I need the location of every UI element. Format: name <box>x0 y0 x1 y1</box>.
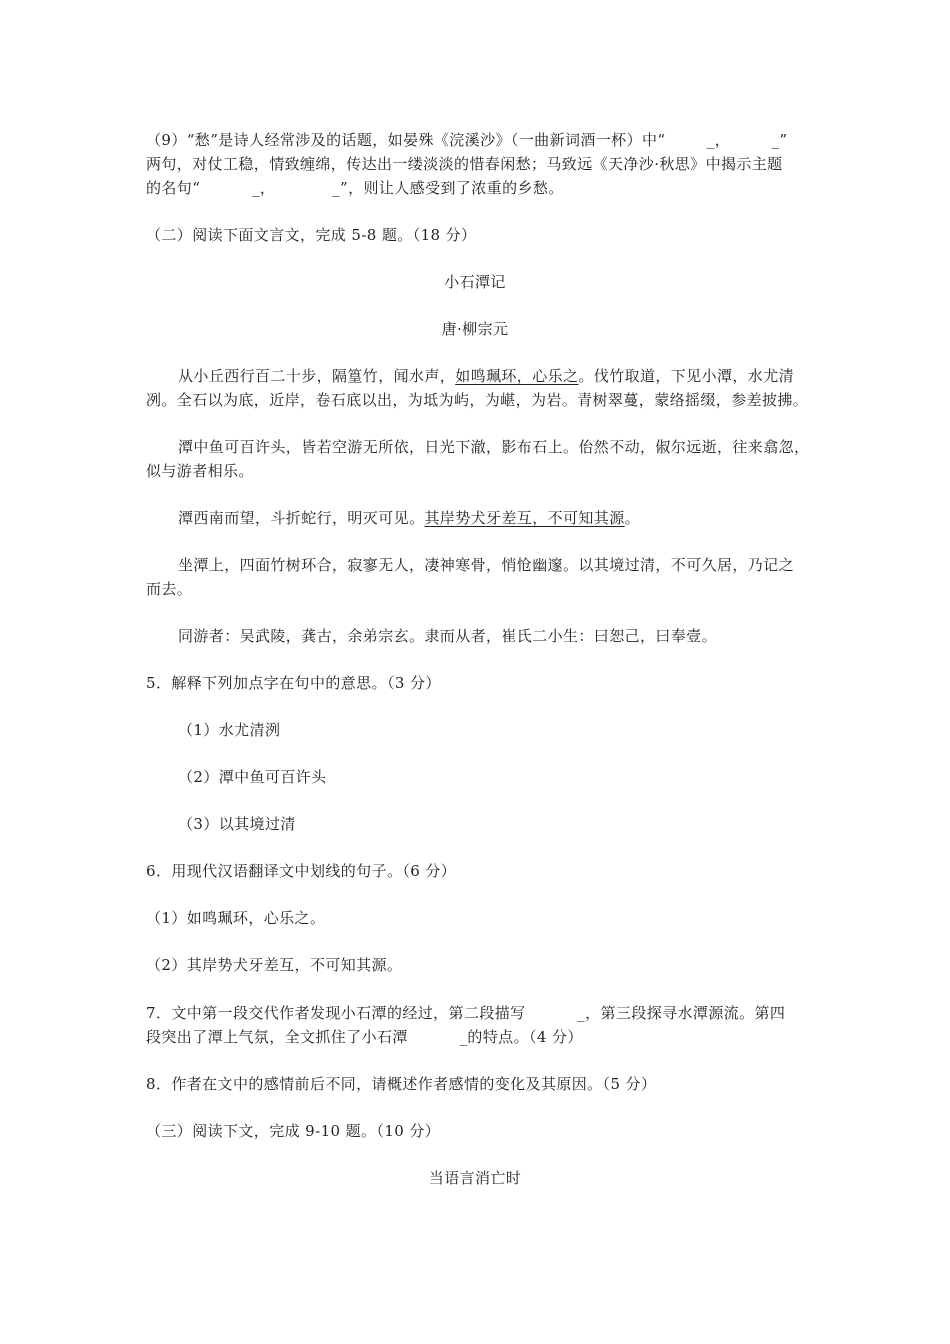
section-3-heading: （三）阅读下文，完成 9-10 题。（10 分） <box>146 1122 441 1140</box>
paragraph-4-line-2: 而去。 <box>146 580 193 598</box>
paragraph-4-line-1: 坐潭上，四面竹树环合，寂寥无人，凄神寒骨，悄怆幽邃。以其境过清，不可久居，乃记之 <box>178 556 795 574</box>
question-7-line-2: 段突出了潭上气氛，全文抓住了小石潭 _的特点。（4 分） <box>146 1028 583 1046</box>
section-2-heading: （二）阅读下面文言文，完成 5-8 题。（18 分） <box>146 226 477 244</box>
paragraph-3-text-a: 潭西南而望，斗折蛇行，明灭可见。 <box>178 509 425 527</box>
passage-title: 小石潭记 <box>444 273 506 291</box>
question-6: 6．用现代汉语翻译文中划线的句子。（6 分） <box>146 862 457 880</box>
passage-2-title: 当语言消亡时 <box>428 1169 522 1187</box>
paragraph-3 <box>178 508 640 528</box>
question-8: 8．作者在文中的感情前后不同，请概述作者感情的变化及其原因。（5 分） <box>146 1075 657 1093</box>
question-9-line-1: （9）“愁”是诗人经常涉及的话题，如晏殊《浣溪沙》（一曲新词酒一杯）中“ _， _” <box>146 131 788 149</box>
paragraph-1-line-1 <box>178 366 794 386</box>
question-5-item-3: （3）以其境过清 <box>178 815 296 833</box>
paragraph-1-text-b: 。伐竹取道，下见小潭，水尤清 <box>578 367 795 385</box>
question-9-line-2: 两句，对仗工稳，情致缠绵，传达出一缕淡淡的惜春闲愁；马致远《天净沙·秋思》中揭示主题 <box>146 155 783 173</box>
question-9-line-3: 的名句“ _， _”，则让人感受到了浓重的乡愁。 <box>146 179 564 197</box>
underlined-sentence-2: 其岸势犬牙差互，不可知其源 <box>424 509 625 527</box>
question-6-item-2: （2）其岸势犬牙差互，不可知其源。 <box>146 956 403 974</box>
passage-author: 唐·柳宗元 <box>441 320 509 338</box>
question-5-item-2: （2）潭中鱼可百许头 <box>178 768 327 786</box>
question-5-item-1: （1）水尤清洌 <box>178 721 281 739</box>
paragraph-1-text-a: 从小丘西行百二十步，隔篁竹，闻水声， <box>178 367 456 385</box>
underlined-sentence-1: 如鸣珮环，心乐之 <box>455 367 579 385</box>
paragraph-2-line-1: 潭中鱼可百许头，皆若空游无所依，日光下澈，影布石上。佁然不动，俶尔远逝，往来翕忽， <box>178 438 810 456</box>
paragraph-3-text-b: 。 <box>624 509 641 527</box>
paragraph-1-line-2: 冽。全石以为底，近岸，卷石底以出，为坻为屿，为嵁，为岩。青树翠蔓，蒙络摇缀，参差披拂。 <box>146 391 809 409</box>
paragraph-5: 同游者：吴武陵，龚古，余弟宗玄。隶而从者，崔氏二小生：曰恕己，曰奉壹。 <box>178 627 718 645</box>
question-6-item-1: （1）如鸣珮环，心乐之。 <box>146 909 326 927</box>
paragraph-2-line-2: 似与游者相乐。 <box>146 462 254 480</box>
question-5: 5．解释下列加点字在句中的意思。（3 分） <box>146 674 441 692</box>
question-7-line-1: 7．文中第一段交代作者发现小石潭的经过，第二段描写 _，第三段探寻水潭源流。第四 <box>146 1004 786 1022</box>
